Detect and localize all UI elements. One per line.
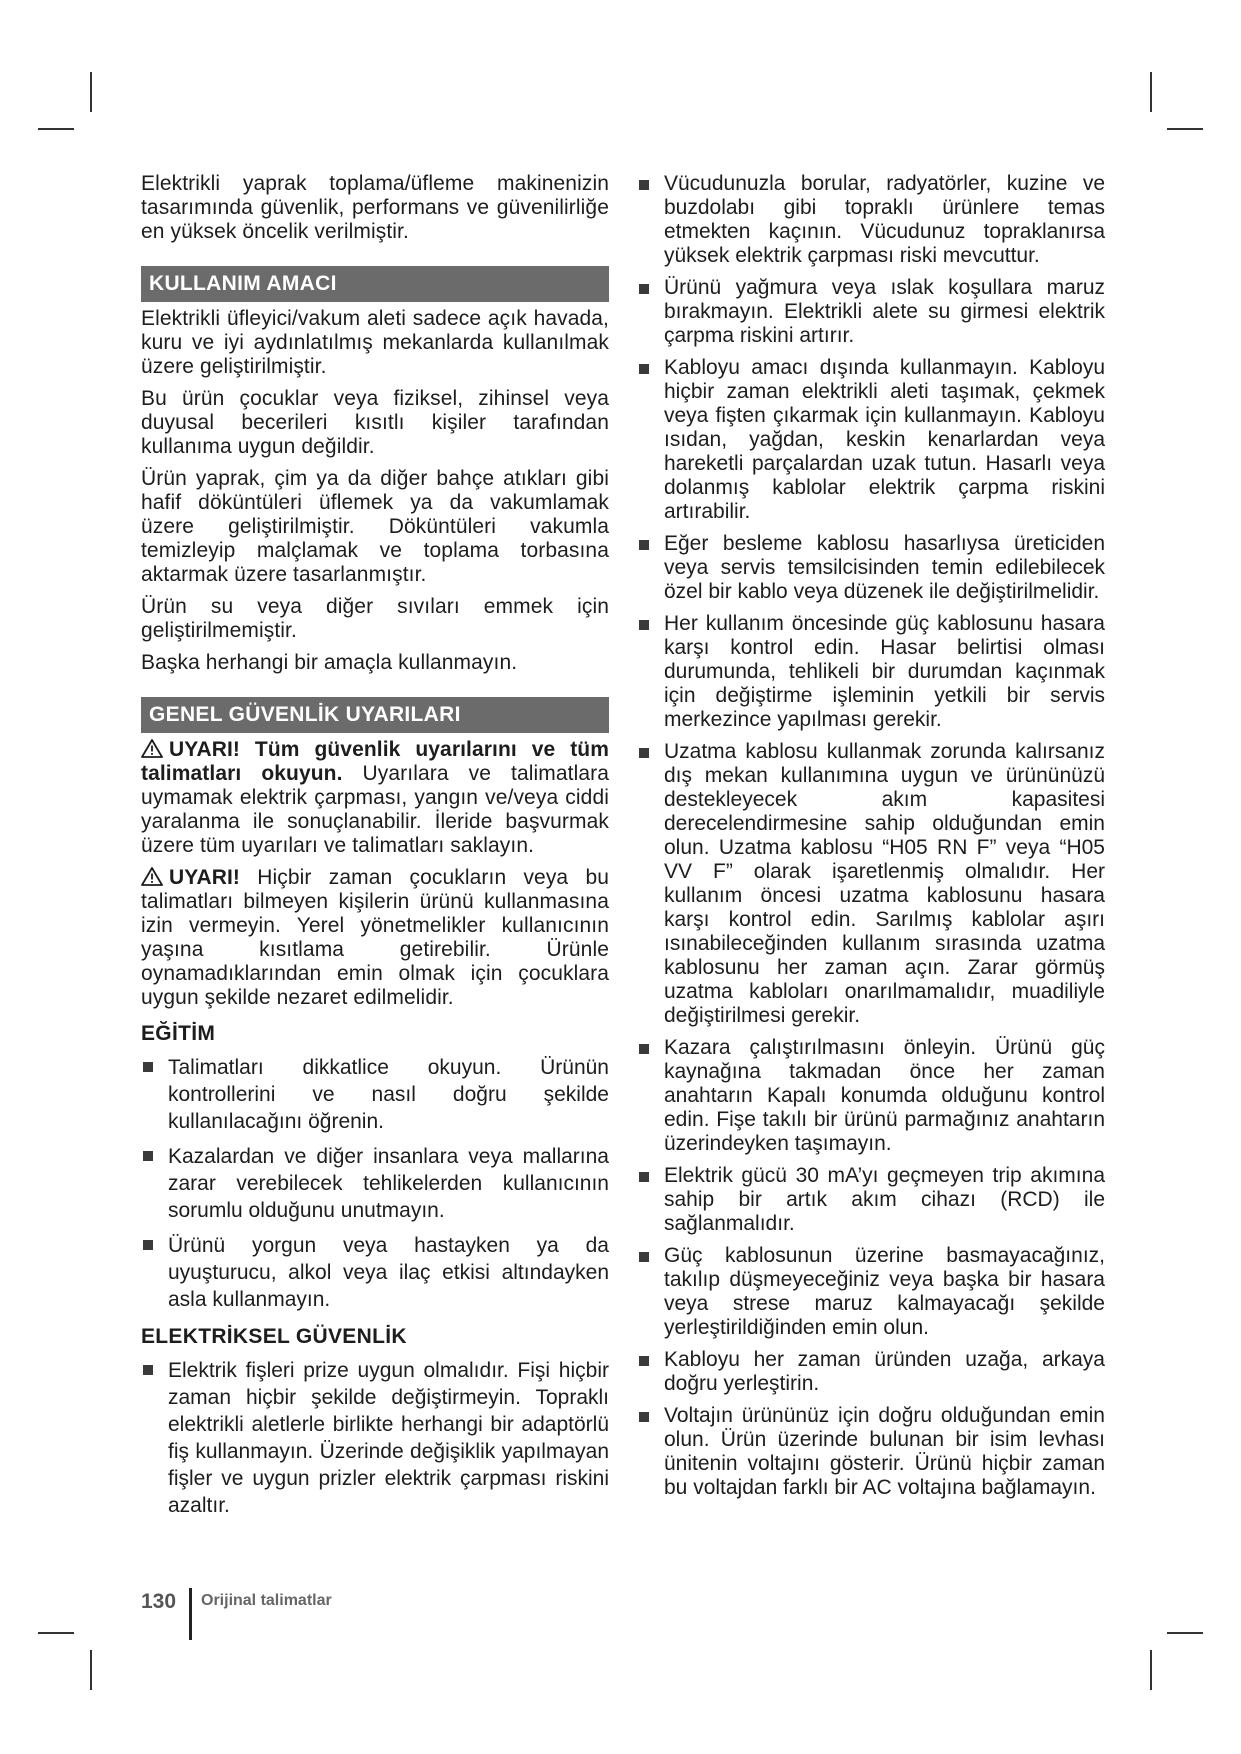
list-item-text: Elektrik gücü 30 mA’yı geçmeyen trip akımına sahip bir artık akım cihazı (RCD) ile sağlanmalıdır. — [664, 1164, 1105, 1235]
crop-mark — [1150, 72, 1152, 112]
list-item-text: Kabloyu her zaman üründen uzağa, arkaya doğru yerleştirin. — [664, 1348, 1105, 1395]
square-bullet-icon — [639, 364, 649, 374]
safety-heading: GENEL GÜVENLİK UYARILARI — [141, 697, 609, 733]
warning-bold-text: UYARI! Tüm güvenlik uyarılarını ve tüm talimatları okuyun. — [141, 738, 609, 785]
intro-paragraph: Elektrikli yaprak toplama/üfleme makinenizin tasarımında güvenlik, performans ve güvenilirliğe en yüksek öncelik verilmiştir. — [141, 172, 609, 243]
training-heading: EĞİTİM — [141, 1022, 216, 1045]
list-item — [637, 532, 1105, 604]
list-item-text: Kazara çalıştırılmasını önleyin. Ürünü güç kaynağına takmadan önce her zaman anahtarın Kapalı konumda olduğunu kontrol edin. Fişe takılı bir ürünü parmağınız anahtarın üzerindeyken taşımayın. — [664, 1036, 1105, 1155]
square-bullet-icon — [143, 1365, 153, 1375]
list-item-text: Voltajın ürününüz için doğru olduğundan emin olun. Ürün üzerinde bulunan bir isim levhası ünitenin voltajını gösterir. Ürünü hiçbir zaman bu voltajdan farklı bir AC voltajına bağlamayın. — [664, 1404, 1105, 1499]
square-bullet-icon — [143, 1151, 153, 1161]
crop-mark — [90, 1650, 92, 1690]
list-item-text: Ürünü yorgun veya hastayken ya da uyuşturucu, alkol veya ilaç etkisi altındayken asla kullanmayın. — [168, 1234, 609, 1311]
list-item — [637, 1164, 1105, 1236]
usage-paragraph: Elektrikli üfleyici/vakum aleti sadece açık havada, kuru ve iyi aydınlatılmış mekanlarda kullanılmak üzere geliştirilmiştir. — [141, 307, 609, 378]
usage-paragraph: Başka herhangi bir amaçla kullanmayın. — [141, 651, 518, 674]
list-item-text: Her kullanım öncesinde güç kablosunu hasara karşı kontrol edin. Hasar belirtisi olması durumunda, tehlikeli bir durumdan kaçınmak için değiştirme işleminin yetkili bir servis merkezince yapılması gerekir. — [664, 612, 1105, 731]
usage-paragraph: Ürün su veya diğer sıvıları emmek için geliştirilmemiştir. — [141, 595, 609, 642]
list-item — [637, 1404, 1105, 1500]
training-list — [141, 1054, 609, 1313]
warning-paragraph — [141, 738, 609, 858]
usage-heading: KULLANIM AMACI — [141, 266, 609, 302]
list-item-text: Kabloyu amacı dışında kullanmayın. Kabloyu hiçbir zaman elektrikli aleti taşımak, çekmek veya fişten çıkarmak için kullanmayın. Kabloyu ısıdan, yağdan, keskin kenarlardan veya hareketli parçalardan uzak tutun. Hasarlı veya dolanmış kablolar elektrik çarpma riskini artırabilir. — [664, 356, 1105, 523]
square-bullet-icon — [639, 284, 649, 294]
list-item-text: Uzatma kablosu kullanmak zorunda kalırsanız dış mekan kullanımına uygun ve ürününüzü destekleyecek akım kapasitesi derecelendirmesine sahip olduğundan emin olun. Uzatma kablosu “H05 RN F” veya “H05 VV F” olarak işaretlenmiş olmalıdır. Her kullanım öncesi uzatma kablosunu hasara karşı kontrol edin. Sarılmış kablolar aşırı ısınabileceğinden kullanım sırasında uzatma kablosunu her zaman açın. Zarar görmüş uzatma kabloları onarılmamalıdır, muadiliyle değiştirilmesi gerekir. — [664, 740, 1105, 1027]
list-item — [637, 1348, 1105, 1396]
crop-mark — [90, 72, 92, 112]
warning-text: Uyarılara ve talimatlara uymamak elektrik çarpması, yangın ve/veya ciddi yaralanma ile sonuçlanabilir. İleride başvurmak üzere tüm uyarıları ve talimatları saklayın. — [141, 762, 609, 857]
warning-triangle-icon — [141, 867, 163, 886]
list-item — [637, 1036, 1105, 1156]
list-item — [637, 740, 1105, 1028]
list-item — [141, 1143, 609, 1224]
warning-bold-text: UYARI! — [169, 866, 241, 889]
square-bullet-icon — [639, 1252, 649, 1262]
right-column — [637, 172, 1105, 1508]
list-item-text: Kazalardan ve diğer insanlara veya mallarına zarar verebilecek tehlikelerden kullanıcının sorumlu olduğunu unutmayın. — [168, 1145, 609, 1222]
crop-mark — [1167, 1632, 1203, 1634]
left-column — [141, 172, 609, 1527]
warning-triangle-icon — [141, 739, 163, 758]
crop-mark — [38, 128, 74, 130]
list-item — [637, 1244, 1105, 1340]
square-bullet-icon — [143, 1062, 153, 1072]
crop-mark — [1150, 1650, 1152, 1690]
square-bullet-icon — [639, 1172, 649, 1182]
square-bullet-icon — [143, 1240, 153, 1250]
list-item-text: Eğer besleme kablosu hasarlıysa üreticiden veya servis temsilcisinden temin edilebilecek özel bir kablo veya düzenek ile değiştirilmelidir. — [664, 532, 1105, 603]
square-bullet-icon — [639, 180, 649, 190]
usage-paragraph: Bu ürün çocuklar veya fiziksel, zihinsel veya duyusal becerileri kısıtlı kişiler tarafından kullanıma uygun değildir. — [141, 387, 609, 458]
footer-label: Orijinal talimatlar — [201, 1592, 332, 1609]
list-item-text: Elektrik fişleri prize uygun olmalıdır. Fişi hiçbir zaman hiçbir şekilde değiştirmeyin. Topraklı elektrikli aletlerle birlikte herhangi bir adaptörlü fiş kullanmayın. Üzerinde değişiklik yapılmayan fişler ve uygun prizler elektrik çarpması riskini azaltır. — [168, 1359, 609, 1517]
list-item — [141, 1054, 609, 1135]
list-item — [637, 276, 1105, 348]
list-item-text: Güç kablosunun üzerine basmayacağınız, takılıp düşmeyeceğiniz veya başka bir hasara veya strese maruz kalmayacağı şekilde yerleştirildiğinden emin olun. — [664, 1244, 1105, 1339]
list-item — [141, 1232, 609, 1313]
square-bullet-icon — [639, 1356, 649, 1366]
square-bullet-icon — [639, 540, 649, 550]
list-item — [637, 172, 1105, 268]
list-item-text: Vücudunuzla borular, radyatörler, kuzine ve buzdolabı gibi topraklı ürünlere temas etmekten kaçının. Vücudunuz topraklanırsa yüksek elektrik çarpması riski mevcuttur. — [664, 172, 1105, 267]
warning-text: Hiçbir zaman çocukların veya bu talimatları bilmeyen kişilerin ürünü kullanmasına izin vermeyin. Yerel yönetmelikler kullanıcının yaşına kısıtlama getirebilir. Ürünle oynamadıklarından emin olmak için çocuklara uygun şekilde nezaret edilmelidir. — [141, 866, 609, 1009]
list-item — [637, 612, 1105, 732]
crop-mark — [1167, 128, 1203, 130]
warning-paragraph — [141, 866, 609, 1010]
page-number: 130 — [141, 1590, 177, 1613]
list-item — [141, 1357, 609, 1519]
electrical-heading: ELEKTRİKSEL GÜVENLİK — [141, 1325, 407, 1348]
square-bullet-icon — [639, 1044, 649, 1054]
square-bullet-icon — [639, 620, 649, 630]
list-item-text: Talimatları dikkatlice okuyun. Ürünün kontrollerini ve nasıl doğru şekilde kullanılacağını öğrenin. — [168, 1056, 609, 1133]
crop-mark — [38, 1632, 74, 1634]
list-item-text: Ürünü yağmura veya ıslak koşullara maruz bırakmayın. Elektrikli alete su girmesi elektrik çarpma riskini artırır. — [664, 276, 1105, 347]
footer-divider — [189, 1588, 192, 1640]
square-bullet-icon — [639, 748, 649, 758]
electrical-list — [141, 1357, 609, 1519]
usage-paragraph: Ürün yaprak, çim ya da diğer bahçe atıkları gibi hafif döküntüleri üflemek ya da vakumlamak üzere geliştirilmiştir. Döküntüleri vakumla temizleyip malçlamak ve toplama torbasına aktarmak üzere tasarlanmıştır. — [141, 467, 609, 586]
square-bullet-icon — [639, 1412, 649, 1422]
list-item — [637, 356, 1105, 524]
